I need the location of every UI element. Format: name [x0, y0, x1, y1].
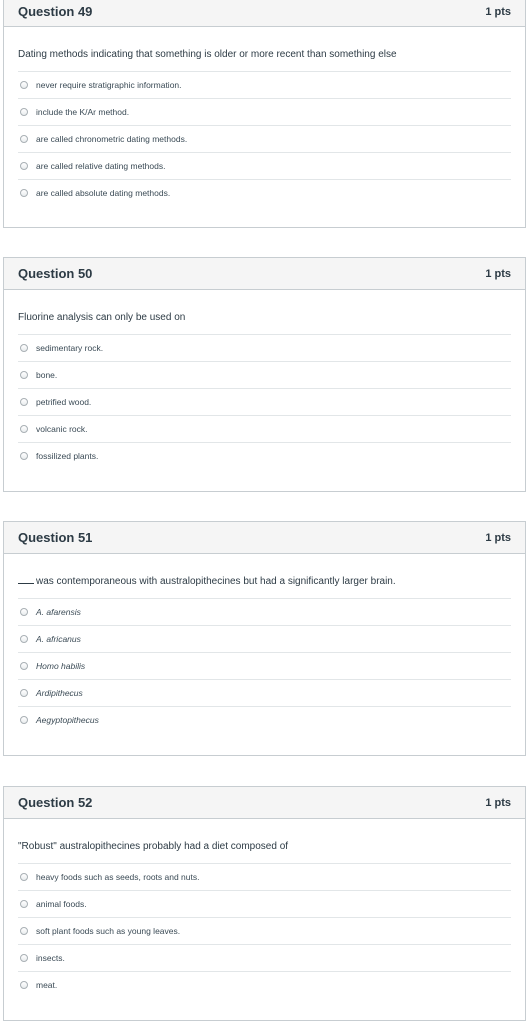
- answer-label: A. africanus: [36, 634, 81, 644]
- radio-button-icon[interactable]: [20, 900, 28, 908]
- answer-option[interactable]: [18, 971, 511, 998]
- answer-label: never require stratigraphic information.: [36, 80, 182, 90]
- answer-label: meat.: [36, 980, 58, 990]
- answer-label: heavy foods such as seeds, roots and nuts.: [36, 872, 200, 882]
- question-text: [18, 554, 511, 586]
- answer-label: sedimentary rock.: [36, 343, 104, 353]
- answer-label: are called relative dating methods.: [36, 161, 166, 171]
- question-title: Question 52: [18, 795, 93, 810]
- radio-button-icon[interactable]: [20, 716, 28, 724]
- radio-button-icon[interactable]: [20, 108, 28, 116]
- radio-button-icon[interactable]: [20, 371, 28, 379]
- answer-option[interactable]: [18, 944, 511, 971]
- question-header: [4, 787, 525, 819]
- question-body: [4, 819, 525, 998]
- answer-option[interactable]: [18, 706, 511, 733]
- radio-button-icon[interactable]: [20, 927, 28, 935]
- question-49-card: [3, 0, 526, 228]
- radio-button-icon[interactable]: [20, 189, 28, 197]
- answer-option[interactable]: [18, 98, 511, 125]
- question-body: [4, 27, 525, 206]
- question-text-content: was contemporaneous with australopithecines but had a significantly larger brain.: [36, 576, 396, 587]
- answer-option[interactable]: [18, 679, 511, 706]
- answer-option[interactable]: [18, 442, 511, 469]
- answer-label: volcanic rock.: [36, 424, 88, 434]
- answer-option[interactable]: [18, 152, 511, 179]
- question-title: Question 51: [18, 530, 93, 545]
- answer-option[interactable]: [18, 652, 511, 679]
- answer-option[interactable]: [18, 890, 511, 917]
- radio-button-icon[interactable]: [20, 981, 28, 989]
- radio-button-icon[interactable]: [20, 662, 28, 670]
- radio-button-icon[interactable]: [20, 135, 28, 143]
- radio-button-icon[interactable]: [20, 344, 28, 352]
- radio-button-icon[interactable]: [20, 398, 28, 406]
- question-header: [4, 0, 525, 27]
- radio-button-icon[interactable]: [20, 608, 28, 616]
- answer-option[interactable]: [18, 334, 511, 361]
- radio-button-icon[interactable]: [20, 689, 28, 697]
- question-52-card: [3, 786, 526, 1021]
- answer-label: Ardipithecus: [36, 688, 83, 698]
- question-title: Question 50: [18, 266, 93, 281]
- answer-label: insects.: [36, 953, 65, 963]
- radio-button-icon[interactable]: [20, 452, 28, 460]
- answer-label: petrified wood.: [36, 397, 92, 407]
- question-body: [4, 290, 525, 469]
- answer-option[interactable]: [18, 125, 511, 152]
- question-51-card: [3, 521, 526, 756]
- answer-list: [18, 71, 511, 206]
- question-points: 1 pts: [485, 796, 511, 809]
- answer-label: are called chronometric dating methods.: [36, 134, 188, 144]
- answer-option[interactable]: [18, 179, 511, 206]
- radio-button-icon[interactable]: [20, 81, 28, 89]
- question-body: [4, 554, 525, 733]
- fill-in-blank: [18, 583, 34, 584]
- answer-label: soft plant foods such as young leaves.: [36, 926, 181, 936]
- answer-label: are called absolute dating methods.: [36, 188, 171, 198]
- radio-button-icon[interactable]: [20, 425, 28, 433]
- question-title: Question 49: [18, 4, 93, 19]
- answer-option[interactable]: [18, 361, 511, 388]
- radio-button-icon[interactable]: [20, 873, 28, 881]
- answer-option[interactable]: [18, 917, 511, 944]
- answer-label: Homo habilis: [36, 661, 86, 671]
- answer-label: animal foods.: [36, 899, 87, 909]
- answer-option[interactable]: [18, 415, 511, 442]
- radio-button-icon[interactable]: [20, 162, 28, 170]
- question-points: 1 pts: [485, 267, 511, 280]
- radio-button-icon[interactable]: [20, 635, 28, 643]
- question-text: Dating methods indicating that something is older or more recent than something else: [18, 49, 397, 60]
- question-text: Fluorine analysis can only be used on: [18, 312, 186, 323]
- question-50-card: [3, 257, 526, 492]
- answer-label: Aegyptopithecus: [36, 715, 99, 725]
- question-points: 1 pts: [485, 531, 511, 544]
- answer-label: include the K/Ar method.: [36, 107, 130, 117]
- answer-label: A. afarensis: [36, 607, 81, 617]
- question-header: [4, 522, 525, 554]
- answer-option[interactable]: [18, 863, 511, 890]
- question-text: "Robust" australopithecines probably had a diet composed of: [18, 841, 289, 852]
- radio-button-icon[interactable]: [20, 954, 28, 962]
- answer-option[interactable]: [18, 388, 511, 415]
- answer-list: [18, 598, 511, 733]
- answer-option[interactable]: [18, 625, 511, 652]
- answer-label: bone.: [36, 370, 58, 380]
- answer-list: [18, 334, 511, 469]
- answer-label: fossilized plants.: [36, 451, 99, 461]
- answer-option[interactable]: [18, 598, 511, 625]
- question-points: 1 pts: [485, 5, 511, 18]
- question-header: [4, 258, 525, 290]
- answer-option[interactable]: [18, 71, 511, 98]
- answer-list: [18, 863, 511, 998]
